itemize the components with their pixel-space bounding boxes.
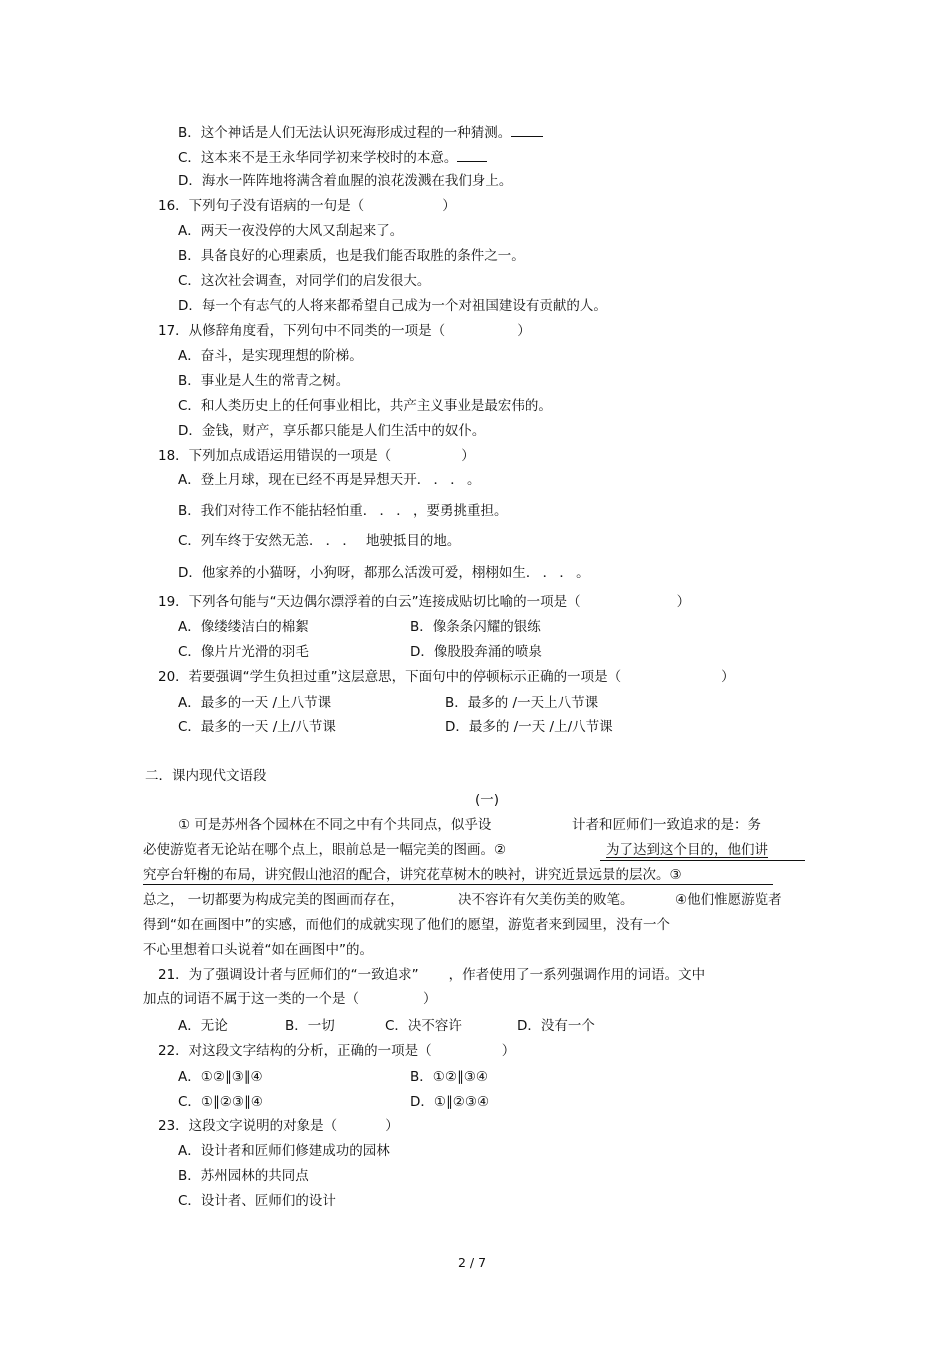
stem-text: 21．为了强调设计者与匠师们的“一致追求” xyxy=(158,967,419,983)
option-end: 。 xyxy=(467,472,481,488)
question-18-stem xyxy=(158,447,475,465)
q15-option-b xyxy=(178,122,543,142)
underline-rule xyxy=(600,860,805,861)
passage-line-4a: 总之， 一切都要为构成完美的图画而存在， xyxy=(143,892,404,908)
stem-text-cont: ，作者使用了一系列强调作用的词语。文中 xyxy=(448,967,706,983)
option-text: B．这个神话是人们无法认识死海形成过程的一种猜测。 xyxy=(178,125,512,141)
q23-option-a: A．设计者和匠师们修建成功的园林 xyxy=(178,1143,390,1159)
paren-close: ） xyxy=(423,991,437,1007)
option-end: 。 xyxy=(576,565,590,581)
passage-line-2a: 必使游览者无论站在哪个点上，眼前总是一幅完美的图画。② xyxy=(143,842,507,858)
stem-text: 加点的词语不属于这一类的一个是（ xyxy=(143,991,359,1007)
emphasis-dots: ．．． xyxy=(525,565,577,581)
question-22-stem xyxy=(158,1042,515,1060)
question-17-stem xyxy=(158,322,531,340)
question-20-stem xyxy=(158,668,735,686)
stem-text: 16．下列句子没有语病的一句是（ xyxy=(158,198,365,214)
q21-option-c: C．决不容许 xyxy=(385,1018,462,1034)
option-end: ，要勇挑重担。 xyxy=(413,503,508,519)
stem-text: 23．这段文字说明的对象是（ xyxy=(158,1118,338,1134)
passage-line-6: 不心里想着口头说着“如在画图中”的。 xyxy=(143,942,373,958)
option-text: C．这本来不是王永华同学初来学校时的本意。 xyxy=(178,150,458,166)
passage-line-3: 究亭台轩榭的布局，讲究假山池沼的配合，讲究花草树木的映衬，讲究近景远景的层次。③ xyxy=(143,867,682,883)
q17-option-d: D．金钱，财产，享乐都只能是人们生活中的奴仆。 xyxy=(178,423,486,439)
stem-text: 17．从修辞角度看，下列句中不同类的一项是（ xyxy=(158,323,446,339)
q17-option-a: A．奋斗，是实现理想的阶梯。 xyxy=(178,348,363,364)
q22-option-a: A．①②∥③∥④ xyxy=(178,1069,263,1085)
stem-text: 18．下列加点成语运用错误的一项是（ xyxy=(158,448,392,464)
q20-option-c: C．最多的一天 /上/八节课 xyxy=(178,719,336,735)
option-text: B．我们对待工作不能拈轻怕重 xyxy=(178,503,363,519)
paren-close: ） xyxy=(385,1118,399,1134)
q16-option-c: C．这次社会调查，对同学们的启发很大。 xyxy=(178,273,431,289)
q18-option-d xyxy=(178,564,590,582)
question-23-stem xyxy=(158,1117,399,1135)
q19-option-a: A．像缕缕洁白的棉絮 xyxy=(178,619,309,635)
passage-line-1a: ① 可是苏州各个园林在不同之中有个共同点，似乎设 xyxy=(178,817,492,833)
emphasis-dots: ．．． xyxy=(308,533,366,549)
question-19-stem xyxy=(158,593,690,611)
option-text: C．列车终于安然无恙 xyxy=(178,533,309,549)
q18-option-a xyxy=(178,471,481,489)
paren-close: ） xyxy=(461,448,475,464)
q22-option-b: B．①②∥③④ xyxy=(410,1069,488,1085)
option-text: D．他家养的小猫呀，小狗呀，都那么活泼可爱，栩栩如生 xyxy=(178,565,526,581)
q18-option-c xyxy=(178,532,460,550)
q17-option-b: B．事业是人生的常青之树。 xyxy=(178,373,350,389)
passage-line-1b: 计者和匠师们一致追求的是：务 xyxy=(572,817,761,833)
q20-option-d: D．最多的 /一天 /上/八节课 xyxy=(445,719,613,735)
q19-option-c: C．像片片光滑的羽毛 xyxy=(178,644,309,660)
q19-option-b: B．像条条闪耀的银练 xyxy=(410,619,541,635)
q23-option-c: C．设计者、匠师们的设计 xyxy=(178,1193,336,1209)
question-21-stem-line1 xyxy=(158,966,705,984)
page-number: 2 / 7 xyxy=(458,1255,487,1270)
q17-option-c: C．和人类历史上的任何事业相比，共产主义事业是最宏伟的。 xyxy=(178,398,552,414)
q18-option-b xyxy=(178,502,508,520)
q16-option-b: B．具备良好的心理素质，也是我们能否取胜的条件之一。 xyxy=(178,248,525,264)
emphasis-dots: ．．． xyxy=(362,503,414,519)
paren-close: ） xyxy=(442,198,456,214)
q21-option-b: B．一切 xyxy=(285,1018,335,1034)
underline-rule xyxy=(143,884,773,885)
q16-option-d: D．每一个有志气的人将来都希望自己成为一个对祖国建设有贡献的人。 xyxy=(178,298,607,314)
stem-text: 20．若要强调“学生负担过重”这层意思，下面句中的停顿标示正确的一项是（ xyxy=(158,669,622,685)
passage-line-4b: 决不容许有欠美伤美的败笔。 xyxy=(458,892,634,908)
q21-option-d: D．没有一个 xyxy=(517,1018,595,1034)
q15-option-d: D．海水一阵阵地将满含着血腥的浪花泼溅在我们身上。 xyxy=(178,173,513,189)
q21-option-a: A．无论 xyxy=(178,1018,228,1034)
q22-option-d: D．①∥②③④ xyxy=(410,1094,490,1110)
section-heading: 二．课内现代文语段 xyxy=(145,768,267,784)
paren-close: ） xyxy=(676,594,691,610)
option-text: A．登上月球，现在已经不再是异想天开 xyxy=(178,472,417,488)
paren-close: ） xyxy=(517,323,531,339)
q16-option-a: A．两天一夜没停的大风又刮起来了。 xyxy=(178,223,404,239)
paren-close: ） xyxy=(721,669,735,685)
q23-option-b: B．苏州园林的共同点 xyxy=(178,1168,309,1184)
stem-text: 19．下列各句能与“天边偶尔漂浮着的白云”连接成贴切比喻的一项是（ xyxy=(158,594,581,610)
passage-subheading: (一) xyxy=(475,792,500,808)
stem-text: 22．对这段文字结构的分析，正确的一项是（ xyxy=(158,1043,432,1059)
question-21-stem-line2 xyxy=(143,990,437,1008)
q20-option-a: A．最多的一天 /上八节课 xyxy=(178,695,332,711)
answer-blank xyxy=(511,122,543,137)
q15-option-c xyxy=(178,147,487,167)
paren-close: ） xyxy=(501,1043,516,1059)
question-16-stem xyxy=(158,197,456,215)
option-end: 地驶抵目的地。 xyxy=(365,533,461,549)
q19-option-d: D．像股股奔涌的喷泉 xyxy=(410,644,542,660)
passage-line-5: 得到“如在画图中”的实感，而他们的成就实现了他们的愿望，游览者来到园里，没有一个 xyxy=(143,917,670,933)
passage-line-4c: ④他们惟愿游览者 xyxy=(675,892,782,908)
passage-line-2b: 为了达到这个目的，他们讲 xyxy=(606,842,768,858)
q22-option-c: C．①∥②③∥④ xyxy=(178,1094,263,1110)
emphasis-dots: ．．． xyxy=(416,472,467,488)
answer-blank xyxy=(457,147,487,162)
q20-option-b: B．最多的 /一天上八节课 xyxy=(445,695,599,711)
